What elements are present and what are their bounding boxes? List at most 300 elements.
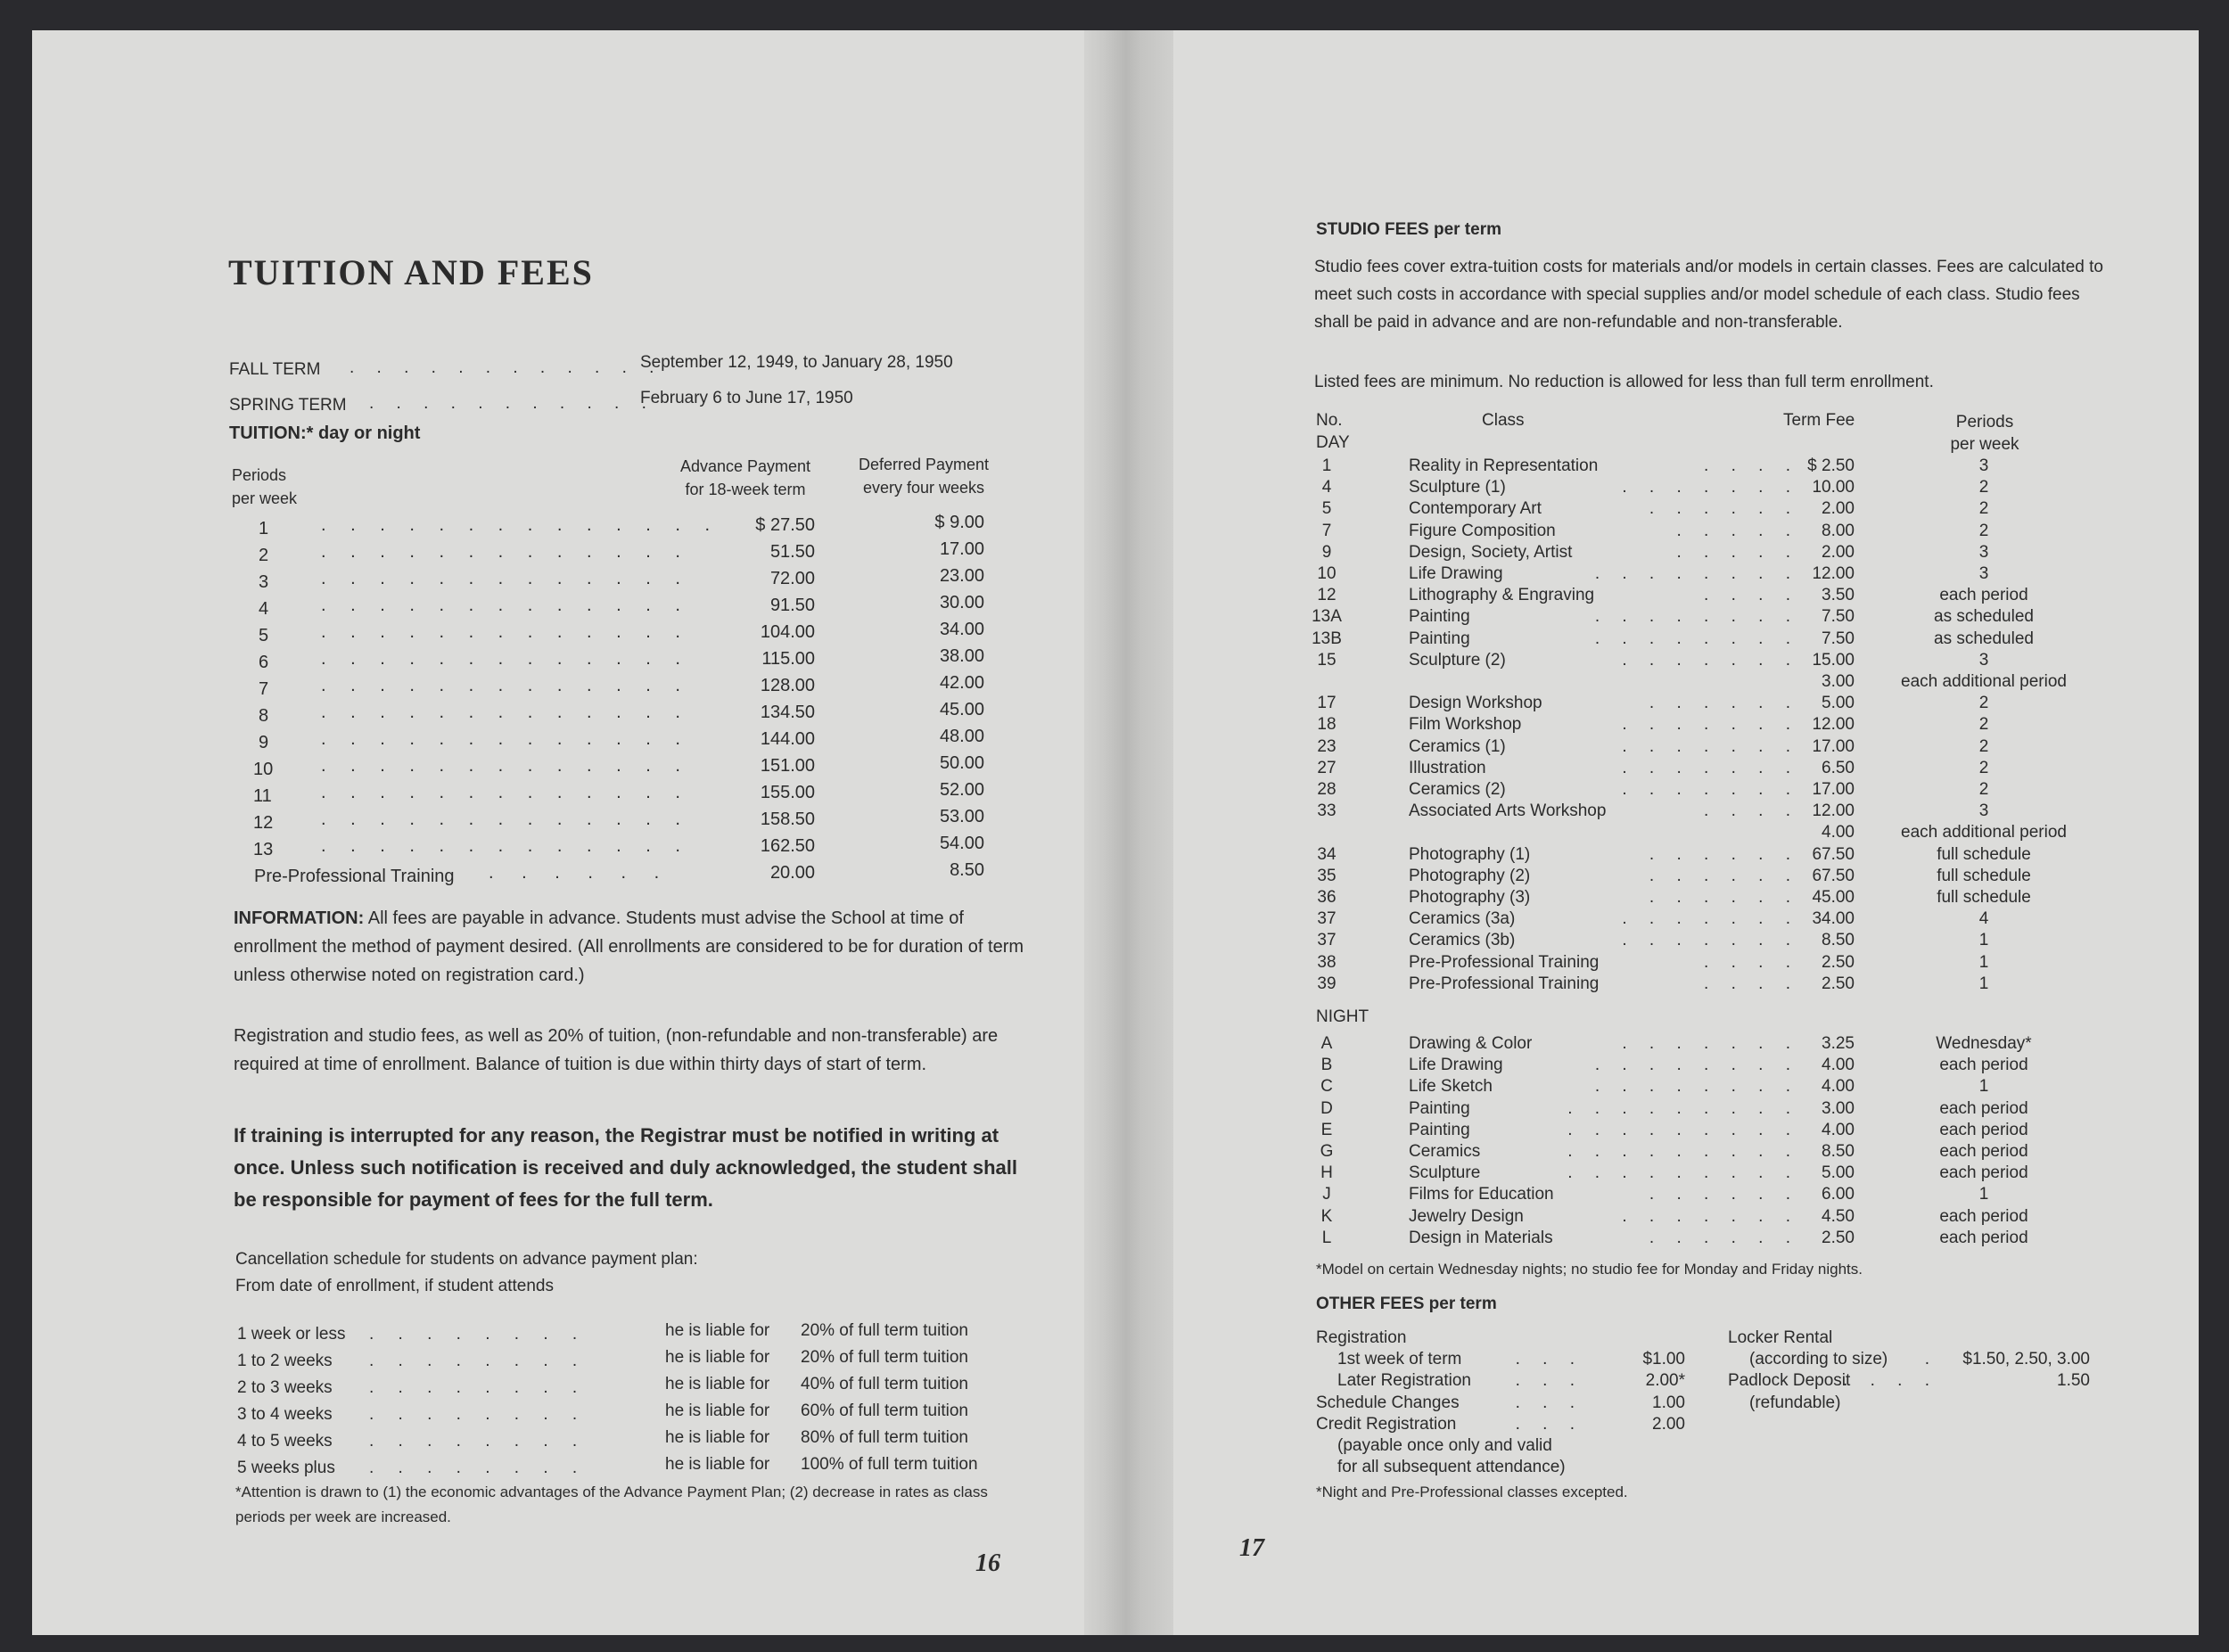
term-fee-value: 4.00 [1822,823,1855,842]
other-fee-label: 1st week of term [1337,1350,1462,1369]
leader-dots: . . . . . . . . . . . . . [321,703,690,722]
book-gutter [1066,30,1191,1635]
periods-value: 2 [259,546,269,565]
advance-payment-value: 104.00 [760,622,815,642]
leader-dots: . . . . . . . [1622,931,1799,950]
class-name: Photography (1) [1409,844,1531,864]
term-fee-value: 3.00 [1822,1098,1855,1118]
leader-dots: . . . . . . . [1622,736,1799,756]
term-label: FALL TERM [229,360,321,379]
term-fee-value: 3.50 [1822,586,1855,605]
periods-per-week: each period [1939,1056,2028,1075]
term-fee-value: 3.00 [1822,672,1855,691]
deferred-payment-value: 48.00 [939,727,984,746]
class-number: 13B [1312,629,1342,648]
periods-header-line1: Periods [232,466,287,484]
class-name: Drawing & Color [1409,1034,1533,1053]
leader-dots: . . . . . . . . [1594,607,1799,627]
periods-per-week: 3 [1978,456,1989,475]
term-fee-value: 15.00 [1812,650,1855,670]
leader-dots: . . . . [1704,801,1799,821]
periods-value: 3 [259,572,269,592]
class-number: E [1320,1120,1333,1139]
liability-percentage: 20% of full term tuition [801,1348,968,1367]
other-fee-value: $1.50, 2.50, 3.00 [1962,1350,2090,1369]
leader-dots: . . . [1515,1350,1583,1369]
leader-dots: . . . . . . . . . [1567,1163,1799,1183]
periods-per-week: 2 [1978,736,1989,756]
cancellation-period: 1 week or less [237,1325,346,1344]
class-name: Film Workshop [1409,715,1522,735]
number-column-header: No. [1316,411,1343,430]
class-number: 1 [1321,456,1332,475]
advance-payment-value: 144.00 [760,729,815,749]
leader-dots: . . . . . . . . . [1567,1098,1799,1118]
leader-dots: . . . . . . . [1622,909,1799,929]
class-name: Painting [1409,1120,1470,1139]
liability-text: he is liable for [665,1428,770,1447]
class-number: 7 [1321,521,1332,540]
class-number: 33 [1317,801,1337,821]
periods-per-week: 1 [1978,952,1989,972]
class-number: 23 [1317,736,1337,756]
class-number: 13A [1312,607,1342,627]
periods-per-week: 1 [1978,1185,1989,1204]
deferred-payment-value: 8.50 [950,860,984,880]
advance-header-line1: Advance Payment [679,457,811,475]
leader-dots: . . . . . . . . . . . . . [321,596,690,615]
other-fee-label: for all subsequent attendance) [1337,1458,1566,1477]
term-label: SPRING TERM [229,396,347,415]
leader-dots: . . . . . . . . . . . . . [321,729,690,749]
term-fee-value: 4.50 [1822,1206,1855,1226]
advance-payment-value: 151.00 [760,756,815,776]
leader-dots: . . . . . . . . [369,1352,588,1370]
term-fee-value: 12.00 [1812,801,1855,821]
leader-dots: . . . . . . . . . . . . . [321,836,690,856]
deferred-payment-value: 54.00 [939,834,984,853]
class-name: Design in Materials [1409,1228,1553,1247]
other-fee-label: Locker Rental [1728,1328,1833,1347]
leader-dots: . . . . . . . . . . . . . [321,756,690,776]
term-fee-value: 34.00 [1812,909,1855,929]
class-name: Jewelry Design [1409,1206,1524,1226]
other-fee-label: (according to size) [1749,1350,1888,1369]
class-name: Films for Education [1409,1185,1554,1204]
leader-dots: . . . . . . [1649,888,1799,907]
class-name: Illustration [1409,758,1486,777]
class-name: Contemporary Art [1409,499,1542,519]
class-number: J [1322,1185,1331,1204]
page-title: TUITION AND FEES [228,252,594,292]
class-name: Life Sketch [1409,1077,1493,1097]
periods-per-week: as scheduled [1934,629,2034,648]
class-number: B [1320,1056,1333,1075]
term-fee-value: 6.00 [1822,1185,1855,1204]
periods-per-week: 3 [1978,650,1989,670]
periods-per-week: 3 [1978,542,1989,562]
advance-payment-value: 91.50 [769,596,815,615]
leader-dots: . . . . . . [1649,1228,1799,1247]
leader-dots: . . . . . . . . [369,1405,588,1424]
leader-dots: . . . . . . . . . [1567,1142,1799,1161]
leader-dots: . . . . . . . . [369,1432,588,1451]
leader-dots: . [1924,1350,1938,1369]
leader-dots: . . . . . . . [1622,758,1799,777]
class-name: Painting [1409,1098,1470,1118]
interrupted-notice: If training is interrupted for any reason, the Registrar must be notified in writing at once. Unless such notification is received and duly acknowledged, the student shall be responsible for payment of fees for the full term. [234,1124,1017,1211]
term-fee-value: 5.00 [1822,1163,1855,1183]
periods-value: 4 [259,599,269,619]
class-name: Painting [1409,607,1470,627]
term-fee-value: 6.50 [1822,758,1855,777]
class-number: 5 [1321,499,1332,519]
advance-header-line2: for 18-week term [685,481,806,498]
leader-dots: . . . . . . . [1622,715,1799,735]
periods-per-week: 3 [1978,801,1989,821]
class-name: Design Workshop [1409,694,1542,713]
class-name: Lithography & Engraving [1409,586,1595,605]
deferred-payment-value: $ 9.00 [934,513,984,532]
leader-dots: . . . . . . . . [369,1459,588,1477]
class-number: 12 [1317,586,1337,605]
information-paragraph [234,904,1036,990]
class-name: Design, Society, Artist [1409,542,1573,562]
class-number: 37 [1317,909,1337,929]
term-dots: . . . . . . . . . . . [369,394,655,413]
class-number: 39 [1317,974,1337,993]
class-name: Sculpture [1409,1163,1481,1183]
leader-dots: . . . . . [1676,521,1799,540]
other-fee-label: Padlock Deposit [1728,1371,1851,1391]
leader-dots: . . . . . . [1649,866,1799,885]
term-fee-value: 17.00 [1812,736,1855,756]
class-number: 28 [1317,780,1337,799]
liability-percentage: 40% of full term tuition [801,1375,968,1393]
other-fee-label: (refundable) [1749,1393,1841,1412]
leader-dots: . . . . . [1676,542,1799,562]
class-name: Pre-Professional Training [1409,974,1600,993]
term-fee-value: 4.00 [1822,1056,1855,1075]
advance-payment-value: 158.50 [760,810,815,829]
periods-per-week: 2 [1978,499,1989,519]
liability-percentage: 20% of full term tuition [801,1321,968,1340]
advance-payment-value: 155.00 [760,783,815,802]
leader-dots: . . . . . . [1649,499,1799,519]
term-fee-value: 8.00 [1822,521,1855,540]
leader-dots: . . . . . . . . [1594,1056,1799,1075]
term-fee-value: 10.00 [1812,478,1855,497]
leader-dots: . . . . . . . . [369,1378,588,1397]
class-number: 9 [1321,542,1332,562]
class-name: Ceramics (3a) [1409,909,1516,929]
deferred-header-line1: Deferred Payment [858,456,990,473]
periods-value: 7 [259,679,269,699]
cancellation-subintro: From date of enrollment, if student attends [235,1277,554,1295]
liability-percentage: 100% of full term tuition [801,1455,978,1474]
periods-per-week: each period [1939,586,2028,605]
periods-per-week: 2 [1978,478,1989,497]
studio-fees-heading: STUDIO FEES per term [1316,220,1501,239]
term-fee-value: 17.00 [1812,780,1855,799]
class-number: 37 [1317,931,1337,950]
class-number: 4 [1321,478,1332,497]
term-dots: . . . . . . . . . . . . [350,358,663,377]
term-fee-value: $ 2.50 [1807,456,1855,475]
periods-value: 8 [259,706,269,726]
leader-dots: . . . . . . . . [1594,1077,1799,1097]
periods-column-header [1896,411,2074,456]
term-fee-value: 4.00 [1822,1120,1855,1139]
advance-payment-value: $ 27.50 [755,515,815,535]
leader-dots: . . . . . . . . [1594,564,1799,583]
leader-dots: . . . . . . . [1622,478,1799,497]
periods-per-week: each period [1939,1206,2028,1226]
cancellation-period: 4 to 5 weeks [237,1432,333,1451]
deferred-payment-value: 23.00 [939,566,984,586]
leader-dots: . . . . . . [1649,844,1799,864]
leader-dots: . . . . . . . . . . . . . [321,569,690,588]
periods-value: 5 [259,626,269,645]
periods-value: 12 [253,813,274,833]
class-name: Sculpture (1) [1409,478,1506,497]
class-name: Life Drawing [1409,564,1503,583]
deferred-payment-value: 38.00 [939,646,984,666]
other-fee-label: Later Registration [1337,1371,1471,1391]
periods-value: 9 [259,733,269,752]
periods-header-line1: Periods [1955,413,2014,431]
other-fee-value: 1.50 [2057,1371,2090,1391]
registration-paragraph: Registration and studio fees, as well as 20% of tuition, (non-refundable and non-transferable) are required at time of enrollment. Balance of tuition is due within thirty days of start of term. [234,1026,999,1074]
periods-value: 10 [253,760,274,779]
periods-per-week: each additional period [1901,823,2067,842]
advance-payment-value: 115.00 [761,649,815,669]
class-number: H [1320,1163,1333,1183]
leader-dots: . . . . . . . . . . . . . [321,676,690,695]
deferred-payment-header [835,453,1013,499]
term-dates: September 12, 1949, to January 28, 1950 [640,353,953,372]
class-number: 38 [1317,952,1337,972]
leader-dots: . . . . . . . [1622,650,1799,670]
cancellation-intro: Cancellation schedule for students on advance payment plan: [235,1250,698,1269]
advance-payment-value: 51.50 [769,542,815,562]
leader-dots: . . . [1515,1393,1583,1412]
periods-header [232,464,297,510]
periods-header-line2: per week [232,489,298,507]
night-label: NIGHT [1316,1007,1369,1026]
night-classes-footnote: *Night and Pre-Professional classes excepted. [1316,1484,1628,1500]
other-fee-value: $1.00 [1642,1350,1685,1369]
left-page [32,30,1084,1635]
cancellation-period: 5 weeks plus [237,1459,335,1477]
periods-per-week: each period [1939,1163,2028,1183]
page-number: 17 [1239,1534,1264,1562]
leader-dots: . . . . . . . . [1594,629,1799,648]
liability-text: he is liable for [665,1348,770,1367]
class-name: Associated Arts Workshop [1409,801,1607,821]
studio-fees-paragraph: Studio fees cover extra-tuition costs for materials and/or models in certain classes. Fees are calculated to meet such costs in accordance with special supplies and/or model schedule of each class. Studio fees shall be paid in advance and are non-refundable and non-transferable. [1314,258,2103,332]
class-number: G [1320,1142,1334,1161]
term-fee-value: 3.25 [1822,1034,1855,1053]
other-fee-label: (payable once only and valid [1337,1436,1552,1455]
deferred-header-line2: every four weeks [862,479,985,497]
deferred-payment-value: 45.00 [939,700,984,719]
periods-per-week: 3 [1978,564,1989,583]
other-fee-label: Registration [1316,1328,1407,1347]
tuition-heading: TUITION:* day or night [229,423,421,443]
other-fee-value: 1.00 [1652,1393,1685,1412]
class-number: A [1320,1034,1333,1053]
advance-payment-value: 162.50 [760,836,815,856]
periods-per-week: each period [1939,1142,2028,1161]
advance-payment-value: 134.50 [760,703,815,722]
term-fee-value: 7.50 [1822,607,1855,627]
leader-dots: . . . . [1704,586,1799,605]
class-number: 35 [1317,866,1337,885]
deferred-payment-value: 30.00 [939,593,984,612]
liability-text: he is liable for [665,1375,770,1393]
other-fee-value: 2.00* [1645,1371,1685,1391]
periods-per-week: full schedule [1937,866,2031,885]
leader-dots: . . . . . . . . . . . . . [321,810,690,829]
term-fee-value: 4.00 [1822,1077,1855,1097]
leader-dots: . . . . [1704,456,1799,475]
leader-dots: . . . . . . . [1622,1206,1799,1226]
class-number: 17 [1317,694,1337,713]
periods-per-week: 1 [1978,931,1989,950]
term-fee-value: 2.50 [1822,974,1855,993]
term-fee-value: 8.50 [1822,1142,1855,1161]
class-number: 10 [1317,564,1337,583]
class-number: 36 [1317,888,1337,907]
term-fee-value: 45.00 [1812,888,1855,907]
advance-payment-value: 20.00 [769,863,815,883]
class-number: 34 [1317,844,1337,864]
liability-percentage: 60% of full term tuition [801,1401,968,1420]
leader-dots: . . . . [1704,952,1799,972]
term-fee-value: 2.50 [1822,952,1855,972]
leader-dots: . . . . . . . . . . . . . [321,783,690,802]
advance-payment-value: 128.00 [760,676,815,695]
term-fee-value: 2.00 [1822,542,1855,562]
term-fee-value: 7.50 [1822,629,1855,648]
class-name: Photography (2) [1409,866,1531,885]
periods-per-week: each period [1939,1098,2028,1118]
leader-dots: . . . . . . [1649,1185,1799,1204]
other-fee-label: Credit Registration [1316,1414,1457,1434]
periods-value: 6 [259,653,269,672]
class-name: Life Drawing [1409,1056,1503,1075]
deferred-payment-value: 42.00 [939,673,984,693]
deferred-payment-value: 50.00 [939,753,984,773]
right-page [1173,30,2199,1635]
class-name: Photography (3) [1409,888,1531,907]
term-fee-value: 12.00 [1812,564,1855,583]
class-name: Ceramics (3b) [1409,931,1516,950]
other-fees-heading: OTHER FEES per term [1316,1294,1497,1313]
deferred-payment-value: 52.00 [939,780,984,800]
leader-dots: . . . . . . . . . . . . . [321,649,690,669]
periods-per-week: 1 [1978,974,1989,993]
liability-text: he is liable for [665,1455,770,1474]
class-number: K [1320,1206,1333,1226]
liability-text: he is liable for [665,1321,770,1340]
term-fee-column-header: Term Fee [1783,411,1855,430]
class-name: Painting [1409,629,1470,648]
leader-dots: . . . . . . [489,863,671,883]
periods-per-week: 1 [1978,1077,1989,1097]
leader-dots: . . . . . . . [1622,1034,1799,1053]
periods-per-week: 4 [1978,909,1989,929]
periods-per-week: 2 [1978,780,1989,799]
term-fee-value: 67.50 [1812,844,1855,864]
term-fee-value: 8.50 [1822,931,1855,950]
leader-dots: . . . [1515,1414,1583,1434]
cancellation-period: 3 to 4 weeks [237,1405,333,1424]
periods-per-week: full schedule [1937,844,2031,864]
class-name: Ceramics (1) [1409,736,1506,756]
class-name: Ceramics [1409,1142,1481,1161]
liability-text: he is liable for [665,1401,770,1420]
class-name: Figure Composition [1409,521,1556,540]
cancellation-period: 2 to 3 weeks [237,1378,333,1397]
day-label: DAY [1316,433,1350,452]
class-number: L [1321,1228,1332,1247]
class-number: D [1320,1098,1333,1118]
deferred-payment-value: 53.00 [939,807,984,826]
leader-dots: . . . . . . . . [369,1325,588,1344]
advance-payment-header [665,455,826,501]
periods-header-line2: per week [1950,435,2019,454]
periods-per-week: as scheduled [1934,607,2034,627]
deferred-payment-value: 17.00 [939,539,984,559]
advance-payment-value: 72.00 [769,569,815,588]
class-name: Reality in Representation [1409,456,1599,475]
term-fee-value: 2.00 [1822,499,1855,519]
term-dates: February 6 to June 17, 1950 [640,389,853,407]
leader-dots: . . . . [1843,1371,1938,1391]
periods-per-week: each additional period [1901,672,2067,691]
class-number: 18 [1317,715,1337,735]
class-name: Pre-Professional Training [1409,952,1600,972]
class-number: 27 [1317,758,1337,777]
leader-dots: . . . . . . . . . [1567,1120,1799,1139]
periods-per-week: full schedule [1937,888,2031,907]
periods-per-week: 2 [1978,715,1989,735]
periods-per-week: 2 [1978,758,1989,777]
term-fee-value: 5.00 [1822,694,1855,713]
leader-dots: . . . [1515,1371,1583,1391]
leader-dots: . . . . . . . [1622,780,1799,799]
leader-dots: . . . . [1704,974,1799,993]
periods-per-week: 2 [1978,521,1989,540]
leader-dots: . . . . . . [1649,694,1799,713]
leader-dots: . . . . . . . . . . . . . . [321,515,720,535]
term-fee-value: 12.00 [1812,715,1855,735]
class-name: Ceramics (2) [1409,780,1506,799]
class-name: Sculpture (2) [1409,650,1506,670]
periods-value: 13 [253,840,274,859]
other-fee-label: Schedule Changes [1316,1393,1460,1412]
liability-percentage: 80% of full term tuition [801,1428,968,1447]
class-number: 15 [1317,650,1337,670]
listed-fees-note: Listed fees are minimum. No reduction is allowed for less than full term enrollment. [1314,373,1934,391]
term-fee-value: 67.50 [1812,866,1855,885]
periods-per-week: Wednesday* [1936,1034,2032,1053]
leader-dots: . . . . . . . . . . . . . [321,622,690,642]
periods-value: Pre-Professional Training [254,867,455,886]
class-column-header: Class [1482,411,1525,430]
